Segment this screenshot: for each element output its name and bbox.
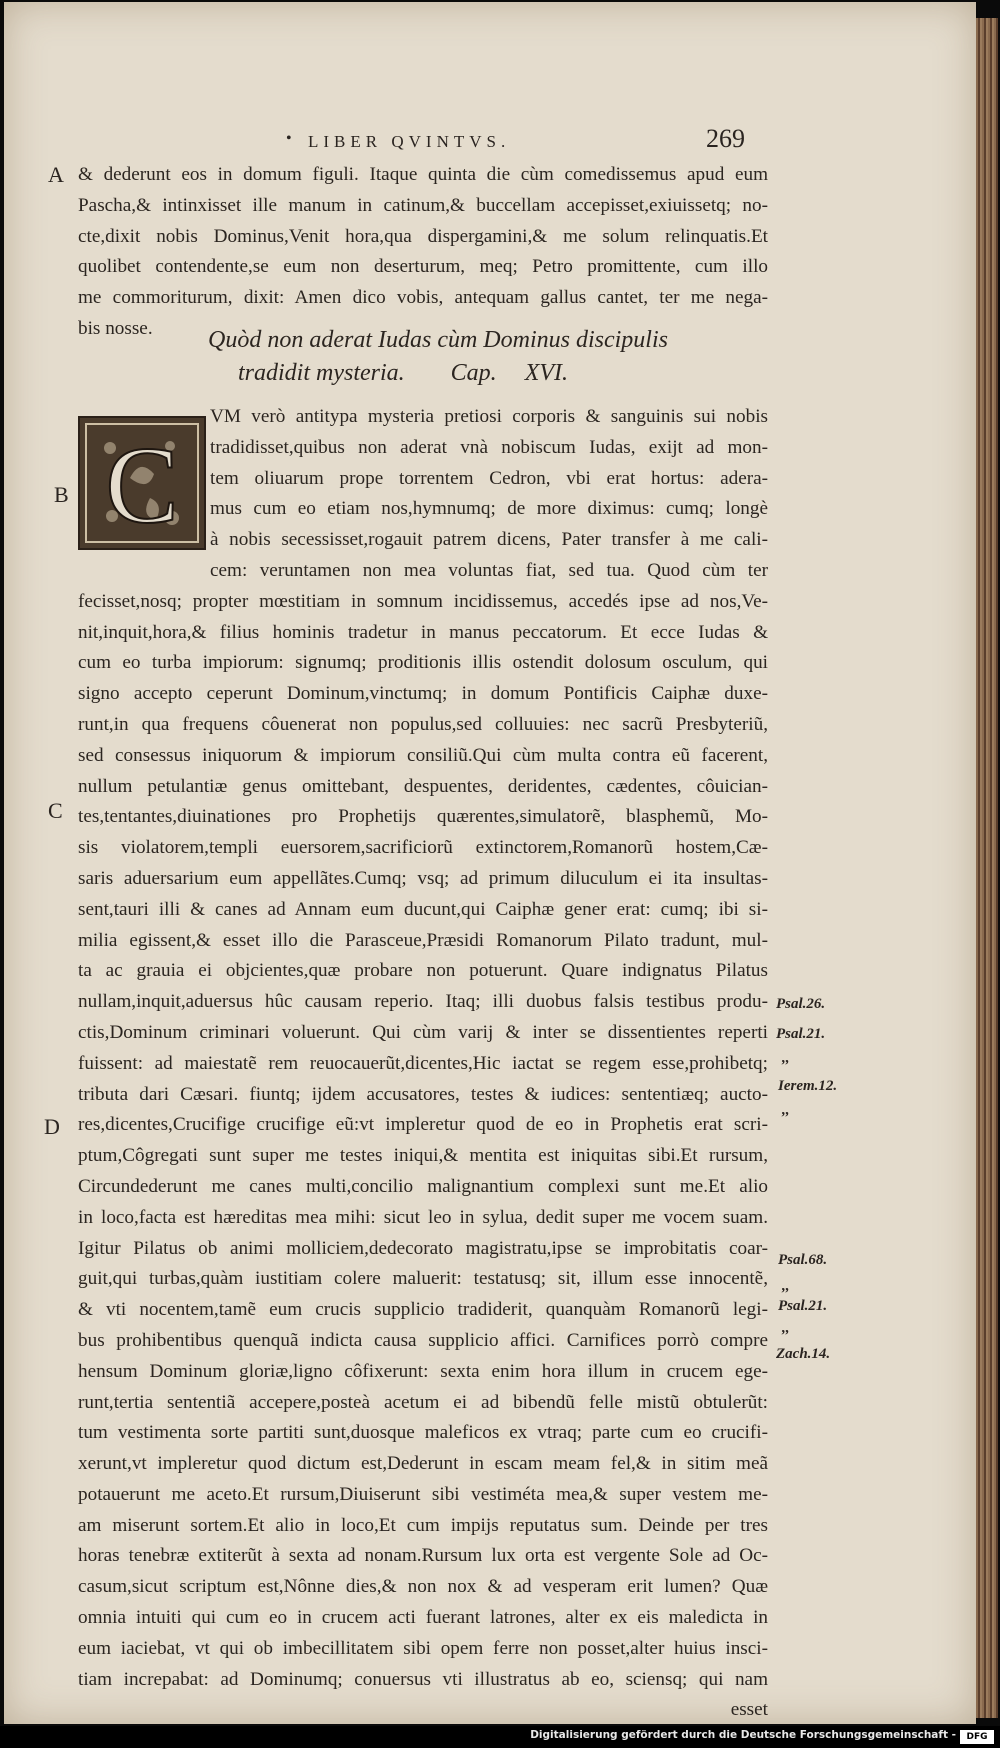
- margin-letter-c: C: [48, 798, 63, 823]
- side-note: ,,: [782, 1320, 790, 1336]
- chapter-number: XVI.: [524, 360, 568, 386]
- side-note: ,,: [782, 1102, 790, 1118]
- side-note: Zach.14.: [776, 1346, 831, 1362]
- text-line: tum vestimenta sorte partiti sunt,duosque maleficos ex vtraq; parte cum eo crucifi-: [78, 1422, 768, 1444]
- chapter-heading-line2: [238, 360, 568, 387]
- text-line: ctis,Dominum criminari voluerunt. Qui cùm varij & inter se dissentientes reperti: [78, 1021, 768, 1043]
- text-line: runt,tertia sententiã accepere,posteà acetum ei ad bibendũ felle mistũ obtulerũt:: [78, 1391, 768, 1413]
- text-line: bis nosse.: [78, 317, 153, 339]
- text-line: fuissent: ad maiestatẽ rem reuocauerũt,dicentes,Hic iactat se regem esse,prohibetq;: [78, 1052, 768, 1074]
- text-line: milia egissent,& esset illo die Parasceue,Præsidi Romanorum Pilato tradunt, mul-: [78, 929, 768, 951]
- text-line: bus prohibentibus quenquã indicta causa supplicio affici. Carnifices porrò compre: [78, 1329, 768, 1351]
- text-line: cem: veruntamen non mea voluntas fiat, sed tua. Quod cùm ter: [210, 559, 768, 581]
- initial-letter: C: [105, 424, 179, 546]
- text-line: VM verò antitypa mysteria pretiosi corporis & sanguinis sui nobis: [210, 406, 768, 427]
- text-line: Igitur Pilatus ob animi molliciem,dedecorato magistratu,ipse se improbitatis coar-: [78, 1237, 768, 1259]
- text-line: sent,tauri illi & canes ad Annam eum ducunt,qui Caiphæ gener erat: cumq; ibi si-: [78, 898, 768, 920]
- side-note: Psal.21.: [778, 1298, 828, 1314]
- side-note: Psal.21.: [776, 1026, 826, 1042]
- text-line: guit,qui turbas,quàm iustitiam colere maluerit: testatusq; sit, illum esse innocentẽ,: [78, 1268, 768, 1290]
- text-line: tiam increpabat: ad Dominumq; conuersus vti illustratus ab eo, sciensq; qui nam: [78, 1668, 768, 1690]
- text-line: ptum,Côgregati sunt super me testes iniqui,& mentita est iniquitas sibi.Et rursum,: [78, 1145, 768, 1167]
- text-line: & vti nocentem,tamẽ eum crucis supplicio tradiderit, quanquàm Romanorũ legi-: [78, 1299, 768, 1321]
- footer-bar: [0, 1726, 1000, 1748]
- text-line: me commoriturum, dixit: Amen dico vobis, antequam gallus cantet, ter me nega-: [78, 287, 768, 309]
- text-line: quolibet contendente,se eum non deserturum, meq; Petro promittente, cum illo: [78, 256, 768, 278]
- funding-credit: Digitalisierung gefördert durch die Deutsche Forschungsgemeinschaft -: [530, 1729, 956, 1741]
- text-line: à nobis secessisset,rogauit patrem dicens, Pater transfer à me cali-: [210, 529, 768, 551]
- text-line: tradidisset,quibus non aderat vnà nobiscum Iudas, exijt ad mon-: [210, 436, 768, 458]
- side-note: ,,: [782, 1050, 790, 1066]
- text-line: nullam,inquit,aduersus hûc causam reperio. Itaq; illi duobus falsis testibus produ-: [78, 991, 768, 1013]
- catchword: esset: [730, 1699, 768, 1721]
- text-line: potauerunt me aceto.Et rursum,Diuiserunt sibi vestiméta mea,& super vestem me-: [78, 1483, 768, 1505]
- text-line: horas tenebræ extiterũt à sexta ad nonam.Rursum lux orta est vergente Sole ad Oc-: [78, 1545, 768, 1567]
- text-line: in loco,facta est hæreditas mea mihi: sicut leo in sylua, dedit super me vocem suam.: [78, 1206, 768, 1228]
- text-line: nullum petulantiæ genus omittebant, despuentes, deridentes, cædentes, côuician-: [78, 775, 768, 797]
- side-note: ,,: [782, 1278, 790, 1294]
- margin-letter-d: D: [44, 1114, 60, 1139]
- text-line: runt,in qua frequens côuenerat non populus,sed colluuies: nec sacrũ Presbyteriũ,: [78, 713, 768, 735]
- text-line: sis violatorem,templi euersorem,sacrificiorũ extinctorem,Romanorũ hostem,Cæ-: [78, 837, 768, 859]
- text-line: tes,tentantes,diuinationes pro Prophetijs quærentes,simulatorẽ, blasphemũ, Mo-: [78, 806, 768, 828]
- text-line: signo accepto ceperunt Dominum,vinctumq; in domum Pontificis Caiphæ duxe-: [78, 683, 768, 705]
- side-note: Psal.68.: [778, 1252, 828, 1268]
- text-line: hensum Dominum gloriæ,ligno côfixerunt: sexta enim hora illum in crucem ege-: [78, 1360, 768, 1382]
- running-header: [286, 124, 745, 162]
- chapter-subtitle: tradidit mysteria.: [238, 360, 405, 386]
- text-line: sed consessus iniquorum & impiorum consiliũ.Qui cùm multa contra eũ facerent,: [78, 744, 768, 766]
- header-bullet: •: [286, 130, 292, 147]
- side-note: Psal.26.: [776, 996, 826, 1012]
- text-line: Circundederunt me canes multi,concilio malignantium complexi sunt me.Et alio: [78, 1175, 768, 1197]
- text-line: casum,sicut scriptum est,Nônne dies,& non nox & ad vesperam erit lumen? Quæ: [78, 1576, 768, 1598]
- text-line: res,dicentes,Crucifige crucifige eũ:vt impleretur quod de eo in Prophetis erat scri-: [78, 1114, 768, 1136]
- text-line: cte,dixit nobis Dominus,Venit hora,qua dispergamini,& me solum relinquatis.Et: [78, 225, 768, 247]
- dfg-logo: DFG: [960, 1730, 994, 1744]
- margin-letter-a: A: [48, 162, 64, 187]
- page-edge: [976, 18, 998, 1718]
- top-paragraph: [78, 160, 768, 345]
- text-line: & dederunt eos in domum figuli. Itaque quinta die cùm comedissemus apud eum: [78, 164, 768, 185]
- text-line: omnia intuiti qui cum eo in crucem acti fuerant latrones, alter ex eis maledicta in: [78, 1607, 768, 1629]
- margin-letter-b: B: [54, 482, 69, 507]
- text-line: tem oliuarum prope torrentem Cedron, vbi erat hortus: adera-: [210, 467, 768, 489]
- text-line: xerunt,vt impleretur quod dictum est,Dederunt in escam meam fel,& in sitim meã: [78, 1453, 768, 1475]
- chapter-cap-label: Cap.: [450, 360, 497, 386]
- chapter-body: [78, 402, 768, 1726]
- text-line: cum eo turba impiorum: signumq; proditionis illis ostendit dolosum osculum, qui: [78, 652, 768, 674]
- running-title: LIBER QVINTVS.: [308, 132, 511, 151]
- text-line: Pascha,& intinxisset ille manum in catinum,& buccellam accepisset,exiuissetq; no-: [78, 194, 768, 216]
- text-line: mus cum eo etiam nos,hymnumq; de more diximus: cumq; longè: [210, 498, 768, 520]
- text-line: am miserunt sortem.Et alio in loco,Et cum impijs reputatus sum. Deinde per tres: [78, 1514, 768, 1536]
- text-line: saris aduersarium eum appellãtes.Cumq; vsq; ad primum diluculum ei ita insultas-: [78, 867, 768, 889]
- chapter-heading-line1: Quòd non aderat Iudas cùm Dominus discipulis: [208, 327, 668, 353]
- text-line: fecisset,nosq; propter mœstitiam in somnum incidissemus, accedés ipse ad nos,Ve-: [78, 590, 768, 612]
- side-note: Ierem.12.: [778, 1078, 838, 1094]
- text-line: ta ac grauia ei objcientes,quæ probare non potuerunt. Quare indignatus Pilatus: [78, 960, 768, 982]
- text-line: nit,inquit,hora,& filius hominis tradetur in manus peccatorum. Et ecce Iudas &: [78, 621, 768, 643]
- text-line: eum iaciebat, vt qui ob imbecillitatem sibi opem ferre non posset,alter huius insci-: [78, 1637, 768, 1659]
- page-number: 269: [706, 124, 745, 153]
- text-line: tributa dari Cæsari. fiuntq; ijdem accusatores, testes & iudices: sententiæq; aucto-: [78, 1083, 768, 1105]
